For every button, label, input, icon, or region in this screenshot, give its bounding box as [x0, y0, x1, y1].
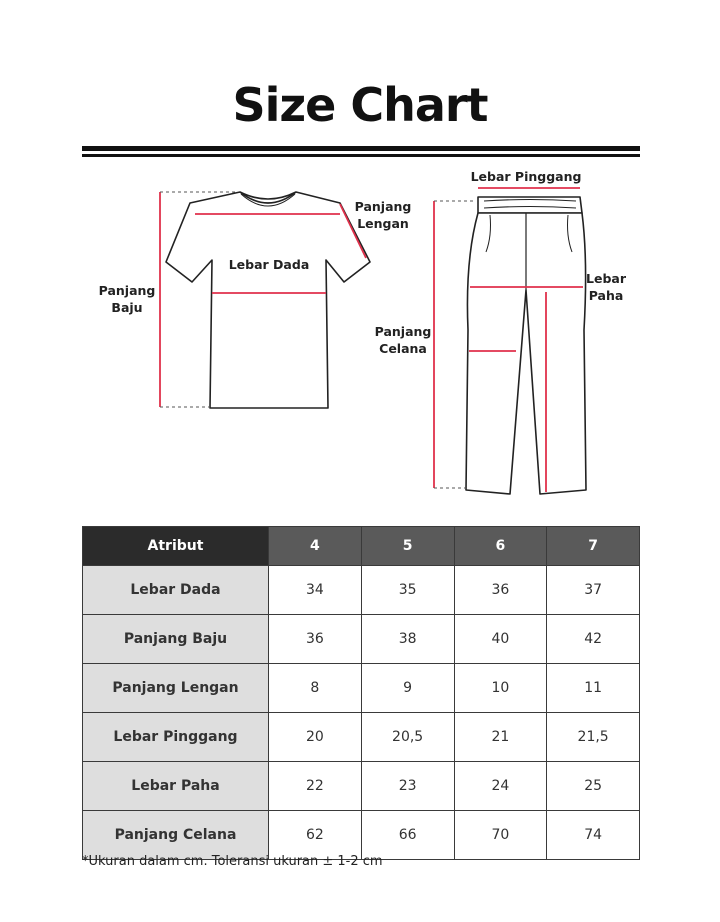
table-cell: 22: [269, 762, 362, 811]
tshirt-illustration: [166, 192, 370, 408]
row-label: Panjang Celana: [83, 811, 269, 860]
header-size-7: 7: [547, 527, 640, 566]
table-cell: 38: [361, 615, 454, 664]
label-lebar-dada: Lebar Dada: [228, 257, 310, 272]
header-size-6: 6: [454, 527, 547, 566]
table-cell: 34: [269, 566, 362, 615]
label-lebar-pinggang: Lebar Pinggang: [470, 169, 582, 184]
table-cell: 25: [547, 762, 640, 811]
size-note: *Ukuran dalam cm. Toleransi ukuran ± 1-2 cm: [82, 854, 383, 869]
garment-diagram: [0, 160, 720, 520]
table-row: [83, 762, 640, 811]
row-label: Lebar Dada: [83, 566, 269, 615]
title-divider-thick: [82, 146, 640, 151]
table-cell: 11: [547, 664, 640, 713]
table-row: [83, 615, 640, 664]
table-cell: 21: [454, 713, 547, 762]
label-panjang-baju: Panjang Baju: [98, 283, 156, 315]
page-title: Size Chart: [232, 78, 488, 132]
table-row: [83, 566, 640, 615]
header-size-4: 4: [269, 527, 362, 566]
table-row: [83, 664, 640, 713]
table-cell: 70: [454, 811, 547, 860]
table-cell: 36: [269, 615, 362, 664]
table-cell: 10: [454, 664, 547, 713]
table-cell: 23: [361, 762, 454, 811]
pants-illustration: [466, 197, 586, 494]
table-cell: 21,5: [547, 713, 640, 762]
table-cell: 62: [269, 811, 362, 860]
label-panjang-lengan: Panjang Lengan: [354, 199, 412, 231]
label-panjang-celana: Panjang Celana: [374, 324, 432, 356]
table-cell: 36: [454, 566, 547, 615]
table-cell: 66: [361, 811, 454, 860]
size-table: [82, 526, 640, 860]
table-header-row: [83, 527, 640, 566]
table-cell: 24: [454, 762, 547, 811]
label-lebar-paha: Lebar Paha: [586, 271, 626, 303]
table-cell: 8: [269, 664, 362, 713]
table-cell: 37: [547, 566, 640, 615]
table-cell: 40: [454, 615, 547, 664]
table-row: [83, 811, 640, 860]
table-cell: 9: [361, 664, 454, 713]
table-cell: 35: [361, 566, 454, 615]
title-divider-thin: [82, 154, 640, 157]
table-cell: 74: [547, 811, 640, 860]
table-cell: 20,5: [361, 713, 454, 762]
header-size-5: 5: [361, 527, 454, 566]
header-atribut: Atribut: [83, 527, 269, 566]
row-label: Panjang Baju: [83, 615, 269, 664]
table-cell: 42: [547, 615, 640, 664]
row-label: Panjang Lengan: [83, 664, 269, 713]
row-label: Lebar Pinggang: [83, 713, 269, 762]
row-label: Lebar Paha: [83, 762, 269, 811]
table-row: [83, 713, 640, 762]
table-cell: 20: [269, 713, 362, 762]
